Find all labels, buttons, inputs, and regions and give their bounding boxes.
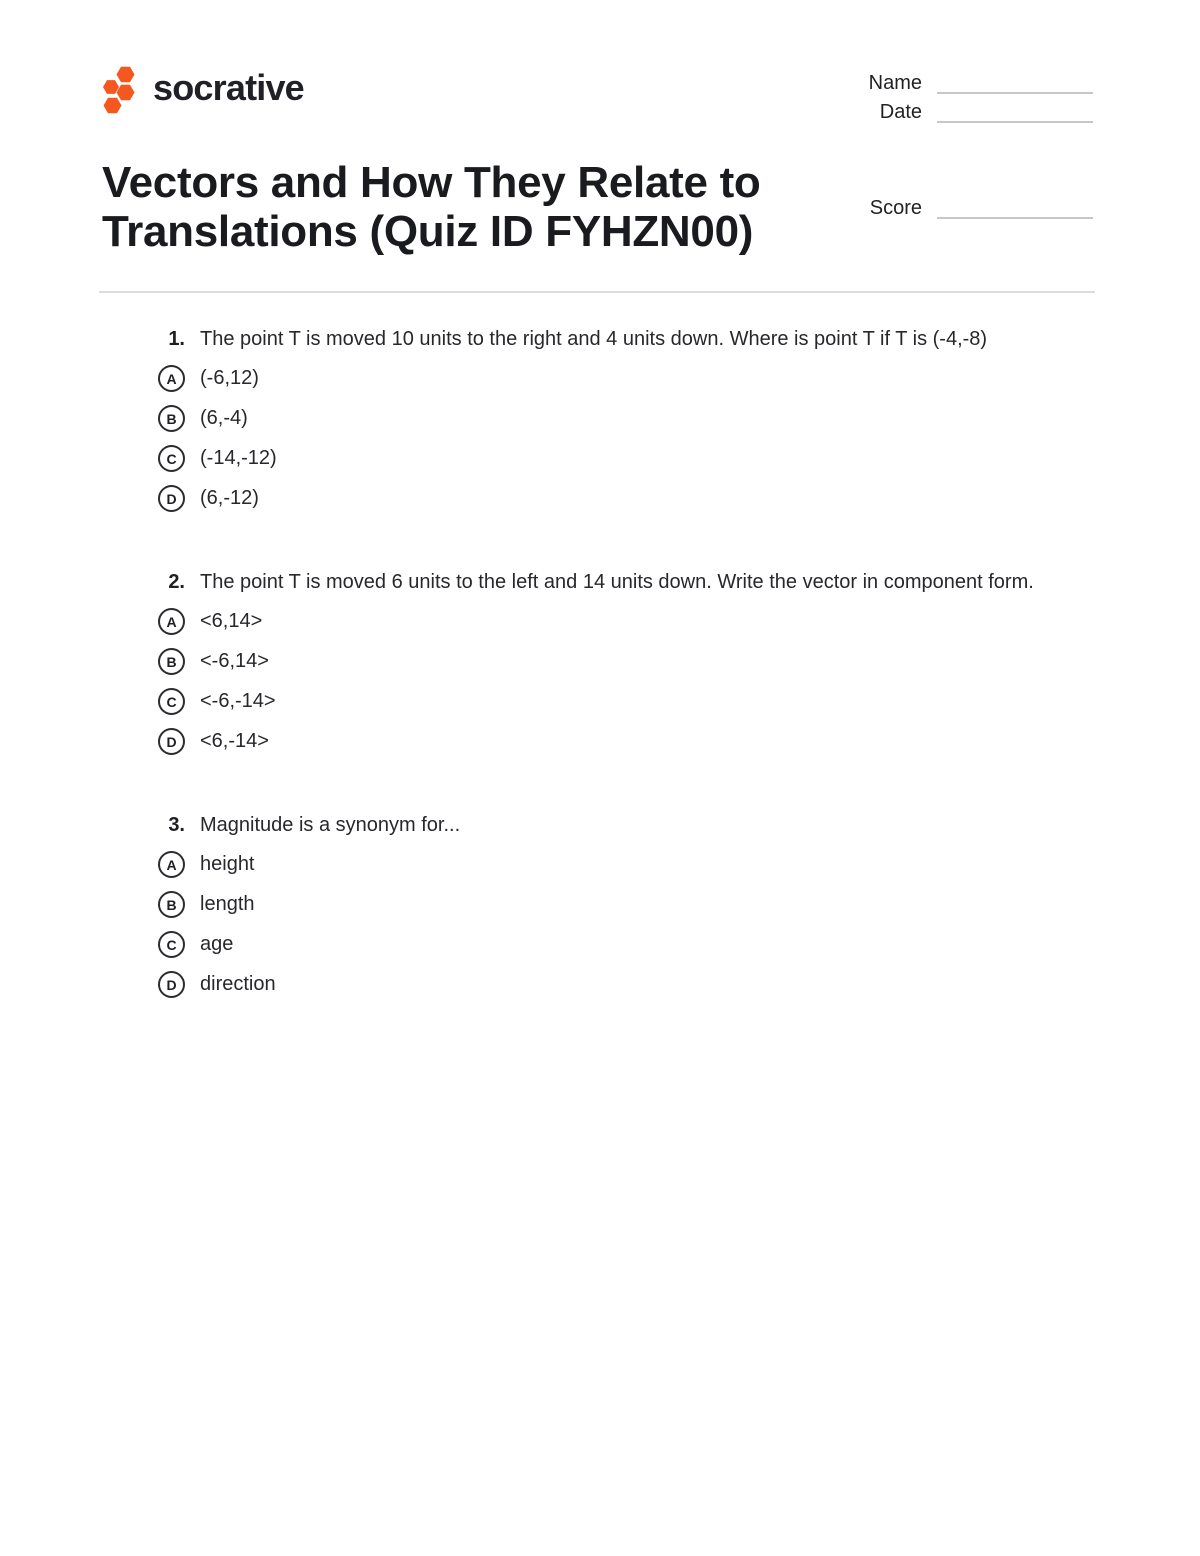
- answer-bubble: C: [158, 445, 185, 472]
- answer-text: length: [200, 893, 255, 915]
- name-label: Name: [868, 72, 922, 94]
- answer-bubble: D: [158, 485, 185, 512]
- answer-bubble: D: [158, 728, 185, 755]
- answer-text: <-6,14>: [200, 650, 269, 672]
- answer-bubble: C: [158, 688, 185, 715]
- question-3-option-c: [158, 931, 1148, 958]
- hexagon-icon: [117, 67, 135, 83]
- answer-bubble: B: [158, 648, 185, 675]
- header-fields: [866, 72, 1093, 130]
- question-text: Magnitude is a synonym for...: [200, 814, 461, 836]
- question-1-option-b: [158, 405, 1148, 432]
- date-label: Date: [879, 101, 922, 123]
- question-3: [158, 812, 1148, 998]
- question-3-option-b: [158, 891, 1148, 918]
- question-1-option-c: [158, 445, 1148, 472]
- question-number: 1.: [168, 328, 185, 350]
- score-field-row: [866, 197, 1093, 219]
- answer-text: (-6,12): [200, 367, 259, 389]
- question-2-option-c: [158, 688, 1148, 715]
- answer-text: age: [200, 933, 234, 955]
- header-divider: [99, 291, 1095, 293]
- question-1-option-d: [158, 485, 1148, 512]
- socrative-logo: [103, 66, 304, 114]
- answer-bubble: A: [158, 608, 185, 635]
- question-3-option-a: [158, 851, 1148, 878]
- date-blank-line: [937, 103, 1093, 123]
- question-number: 2.: [168, 571, 185, 593]
- question-3-option-d: [158, 971, 1148, 998]
- answer-text: height: [200, 853, 255, 875]
- hexagon-icon: [117, 85, 135, 101]
- question-3-head: [158, 812, 1148, 839]
- question-text: The point T is moved 10 units to the right and 4 units down. Where is point T if T is (-4,-8): [200, 328, 988, 350]
- question-1-head: [158, 326, 1148, 353]
- answer-text: (-14,-12): [200, 447, 277, 469]
- question-1: [158, 326, 1148, 512]
- answer-bubble: A: [158, 851, 185, 878]
- score-label: Score: [869, 197, 922, 219]
- question-2-option-a: [158, 608, 1148, 635]
- answer-text: <-6,-14>: [200, 690, 276, 712]
- question-number: 3.: [168, 814, 185, 836]
- question-2-option-d: [158, 728, 1148, 755]
- answer-bubble: B: [158, 405, 185, 432]
- answer-text: direction: [200, 973, 276, 995]
- answer-bubble: D: [158, 971, 185, 998]
- hexagon-icon: [104, 98, 122, 114]
- answer-bubble: B: [158, 891, 185, 918]
- question-2-option-b: [158, 648, 1148, 675]
- answer-bubble: A: [158, 365, 185, 392]
- answer-text: <6,-14>: [200, 730, 269, 752]
- answer-text: <6,14>: [200, 610, 263, 632]
- date-field-row: [866, 101, 1093, 123]
- score-field: [866, 197, 1093, 226]
- question-2-head: [158, 569, 1148, 596]
- logo-wordmark: socrative: [153, 67, 304, 108]
- socrative-hexagons-icon: [103, 66, 139, 114]
- answer-bubble: C: [158, 931, 185, 958]
- question-2: [158, 569, 1148, 755]
- question-list: [158, 326, 1148, 1055]
- question-1-option-a: [158, 365, 1148, 392]
- name-blank-line: [937, 74, 1093, 94]
- quiz-title: Vectors and How They Relate to Translations (Quiz ID FYHZN00): [102, 158, 761, 256]
- hexagon-icon: [103, 80, 119, 94]
- score-blank-line: [937, 199, 1093, 219]
- name-field-row: [866, 72, 1093, 94]
- answer-text: (6,-12): [200, 487, 259, 509]
- answer-text: (6,-4): [200, 407, 248, 429]
- question-text: The point T is moved 6 units to the left and 14 units down. Write the vector in component form.: [200, 571, 1034, 593]
